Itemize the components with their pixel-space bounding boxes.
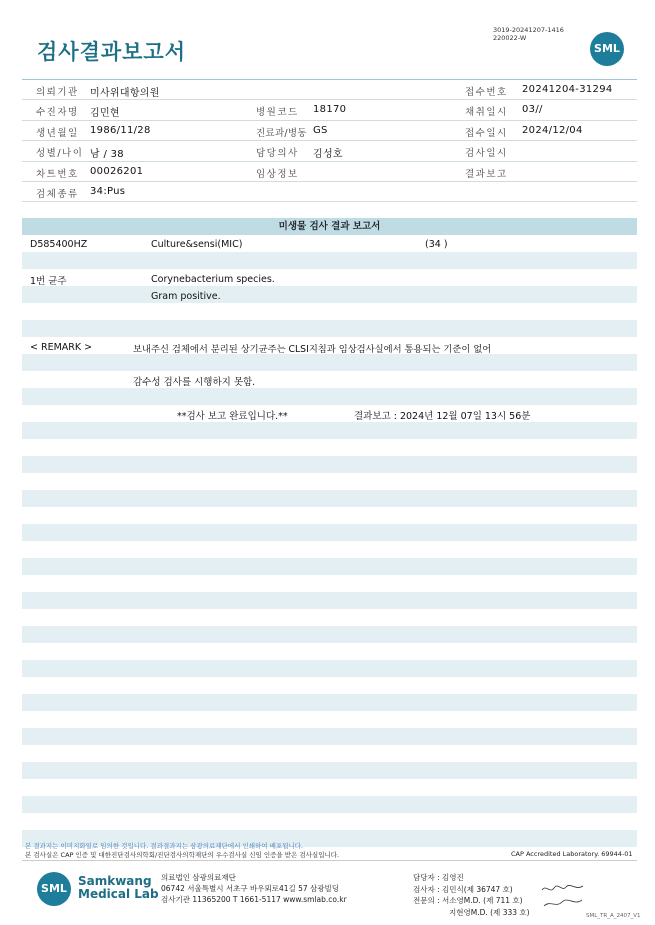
info-value: 2024/12/04 bbox=[522, 124, 583, 136]
info-label: 임상정보 bbox=[256, 168, 299, 180]
results-header: 미생물 검사 결과 보고서 bbox=[22, 218, 637, 235]
staff-line: 전문의 : 서소영M.D. (제 711 호) bbox=[413, 896, 523, 905]
test-code: D585400HZ bbox=[30, 239, 88, 250]
remark-label: < REMARK > bbox=[30, 342, 93, 353]
report-timestamp: 결과보고 : 2024년 12월 07일 13시 56분 bbox=[354, 411, 531, 422]
gram-stain: Gram positive. bbox=[151, 291, 221, 302]
page-title: 검사결과보고서 bbox=[37, 40, 187, 64]
info-row bbox=[22, 80, 637, 100]
info-value: 미사위대항의원 bbox=[90, 88, 160, 99]
stripe bbox=[22, 490, 637, 507]
info-value: 김민현 bbox=[90, 108, 120, 120]
completion-message: **검사 보고 완료입니다.** bbox=[177, 411, 288, 422]
info-label: 진료과/병동 bbox=[256, 127, 307, 139]
info-row bbox=[22, 121, 637, 141]
remark-text-line-2: 감수성 검사를 시행하지 못함. bbox=[133, 377, 256, 388]
remark-text-line-1: 보내주신 검체에서 분리된 상기균주는 CLSI지침과 임상검사실에서 통용되는 기준이 없어 bbox=[133, 344, 492, 355]
org-name: 의료법인 삼광의료재단 bbox=[161, 873, 236, 882]
stripe bbox=[22, 796, 637, 813]
info-row bbox=[22, 141, 637, 161]
info-value: GS bbox=[313, 124, 328, 136]
lab-address-block bbox=[161, 872, 347, 905]
info-value: 18170 bbox=[313, 104, 347, 116]
info-label: 성별/나이 bbox=[36, 148, 84, 160]
form-code: SML_TR_A_2407_V1 bbox=[586, 913, 641, 919]
brand-line-1: Samkwang bbox=[78, 874, 152, 888]
stripe bbox=[22, 320, 637, 337]
stripe bbox=[22, 252, 637, 269]
staff-line: 담당자 : 김영진 bbox=[413, 873, 464, 882]
info-label: 접수일시 bbox=[465, 127, 508, 139]
info-label: 병원코드 bbox=[256, 107, 299, 119]
info-value: 1986/11/28 bbox=[90, 124, 151, 136]
brand-line-2: Medical Lab bbox=[78, 887, 159, 901]
footer-divider bbox=[22, 860, 637, 861]
document-code bbox=[493, 26, 564, 42]
info-value: 20241204-31294 bbox=[522, 84, 613, 95]
stripe bbox=[22, 558, 637, 575]
info-value: 남 / 38 bbox=[90, 149, 124, 161]
stripe bbox=[22, 626, 637, 643]
stripe bbox=[22, 524, 637, 541]
test-count: (34 ) bbox=[425, 239, 448, 250]
info-row bbox=[22, 100, 637, 120]
stripe bbox=[22, 762, 637, 779]
info-value: 김성호 bbox=[313, 149, 343, 161]
stripe bbox=[22, 592, 637, 609]
address: 06742 서울특별시 서초구 바우뫼로41길 57 삼광빌딩 bbox=[161, 884, 340, 893]
info-label: 결과보고 bbox=[465, 168, 508, 180]
info-label: 검사일시 bbox=[465, 148, 508, 160]
footer-note-2: 본 검사실은 CAP 인증 및 대한진단검사의학회/진단검사의학재단의 우수검사실 신임 인증을 받은 검사실입니다. bbox=[25, 851, 340, 859]
stripe bbox=[22, 728, 637, 745]
info-label: 생년월일 bbox=[36, 127, 79, 139]
footer-note-1: 본 결과지는 이미지화일로 임의한 것입니다. 결과결과지는 삼광의료재단에서 인쇄하여 배포됩니다. bbox=[25, 842, 304, 850]
organism-name: Corynebacterium species. bbox=[151, 274, 275, 285]
info-row bbox=[22, 162, 637, 182]
info-label: 채취일시 bbox=[465, 107, 508, 119]
signature-icon bbox=[540, 882, 585, 910]
staff-line: 검사자 : 김민식(제 36747 호) bbox=[413, 884, 513, 894]
isolate-label: 1번 균주 bbox=[30, 276, 67, 287]
sml-logo-icon: SML bbox=[590, 32, 624, 66]
stripe bbox=[22, 694, 637, 711]
stripe bbox=[22, 286, 637, 303]
info-label: 수진자명 bbox=[36, 107, 79, 119]
stripe bbox=[22, 388, 637, 405]
patient-info-table bbox=[22, 79, 637, 202]
contact: 검사기관 11365200 T 1661-5117 www.smlab.co.kr bbox=[161, 895, 347, 904]
test-name: Culture&sensi(MIC) bbox=[151, 239, 243, 250]
stripe bbox=[22, 456, 637, 473]
signatories-block bbox=[413, 872, 530, 918]
sml-footer-logo-icon: SML bbox=[37, 872, 71, 906]
brand-name bbox=[78, 875, 159, 901]
info-value: 34:Pus bbox=[90, 185, 126, 197]
info-label: 담당의사 bbox=[256, 148, 299, 160]
info-label: 검체종류 bbox=[36, 188, 79, 200]
stripe bbox=[22, 660, 637, 677]
info-value: 00026201 bbox=[90, 165, 144, 177]
info-value: 03// bbox=[522, 104, 543, 116]
document-code-line-2: 220022-W bbox=[493, 34, 527, 42]
document-code-line-1: 3019-20241207-1416 bbox=[493, 26, 564, 34]
info-label: 차트번호 bbox=[36, 168, 79, 180]
cap-accreditation: CAP Accredited Laboratory. 69944-01 bbox=[511, 850, 633, 858]
stripe bbox=[22, 422, 637, 439]
staff-line: 지현영M.D. (제 333 호) bbox=[449, 907, 530, 917]
info-label: 의뢰기관 bbox=[36, 87, 79, 98]
stripe bbox=[22, 354, 637, 371]
info-label: 접수번호 bbox=[465, 87, 508, 98]
info-row bbox=[22, 182, 637, 202]
